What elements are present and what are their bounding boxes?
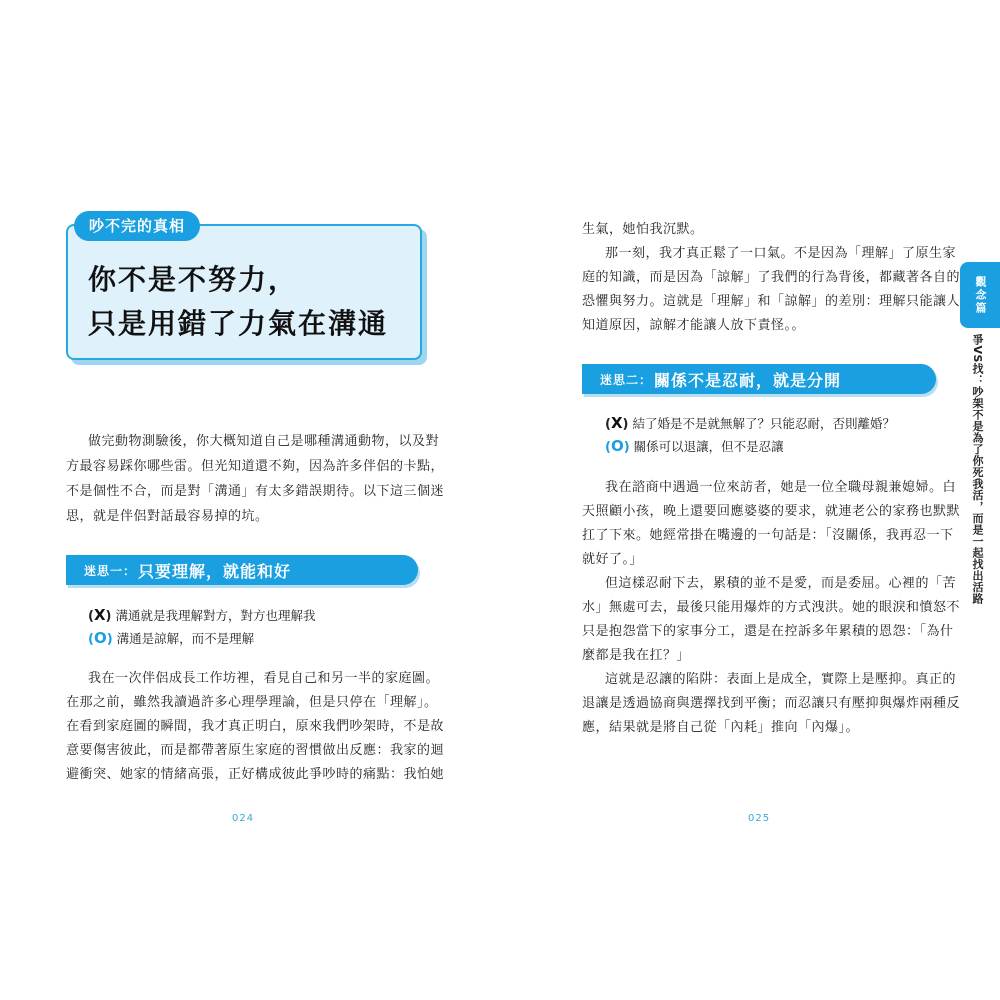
right-mark-icon: (O) <box>605 437 630 455</box>
myth-1-heading: 只要理解，就能和好 <box>138 561 292 581</box>
running-head-vertical: 爭VS找：吵架不是為了你死我活，而是一起找出活路 <box>971 334 984 605</box>
myth-2-wrong-text: 結了婚是不是就無解了？只能忍耐，否則離婚？ <box>632 416 895 431</box>
myth-1-wrong <box>88 606 316 624</box>
right-body2-line-4: 就好了。」 <box>582 552 644 567</box>
right-body2-line-8: 麼都是我在扛？」 <box>582 648 691 663</box>
body-line-1: 我在一次伴侶成長工作坊裡，看見自己和另一半的家庭圖。 <box>88 671 440 686</box>
myth-2-heading: 關係不是忍耐，就是分開 <box>654 370 842 390</box>
myth-1-right <box>88 629 254 647</box>
right-mark-icon: (O) <box>88 629 113 647</box>
myth-2-tag: 迷思二： <box>600 372 653 387</box>
myth-2-wrong <box>605 414 895 432</box>
body-line-5: 避衝突、她家的情緒高張，正好構成彼此爭吵時的痛點：我怕她 <box>66 767 445 782</box>
intro-line-1: 做完動物測驗後，你大概知道自己是哪種溝通動物，以及對 <box>88 434 440 449</box>
right-body2-line-3: 扛了下來。她經常掛在嘴邊的一句話是：「沒關係，我再忍一下 <box>582 528 954 543</box>
myth-1-banner <box>66 555 418 585</box>
right-body2-line-9: 這就是忍讓的陷阱：表面上是成全，實際上是壓抑。真正的 <box>605 672 957 687</box>
title-tag: 吵不完的真相 <box>74 211 200 241</box>
myth-2-right-text: 關係可以退讓，但不是忍讓 <box>633 439 784 454</box>
myth-1-wrong-text: 溝通就是我理解對方，對方也理解我 <box>115 608 316 623</box>
right-body2-line-1: 我在諮商中遇過一位來訪者，她是一位全職母親兼媳婦。白 <box>605 480 957 495</box>
section-tab: 觀念篇 <box>960 262 1000 328</box>
myth-1-tag: 迷思一： <box>84 563 137 578</box>
body-line-2: 在那之前，雖然我讀過許多心理學理論，但是只停在「理解」。 <box>66 695 438 710</box>
page-number-right: 025 <box>748 813 771 824</box>
page-number-left: 024 <box>232 813 255 824</box>
right-body2-line-5: 但這樣忍耐下去，累積的並不是愛，而是委屈。心裡的「苦 <box>605 576 957 591</box>
right-body2-line-11: 應，結果就是將自己從「內耗」推向「內爆」。 <box>582 720 860 735</box>
intro-line-4: 思，就是伴侶對話最容易掉的坑。 <box>66 509 269 524</box>
right-body1-line-5: 知道原因，諒解才能讓人放下責怪。。 <box>582 318 806 333</box>
right-body1-line-3: 庭的知識，而是因為「諒解」了我們的行為背後，都藏著各自的 <box>582 270 961 285</box>
right-body2-line-2: 天照顧小孩，晚上還要回應婆婆的要求，就連老公的家務也默默 <box>582 504 961 519</box>
title-line-2: 只是用錯了力氣在溝通 <box>88 307 389 340</box>
right-body2-line-10: 退讓是透過協商與選擇找到平衡；而忍讓只有壓抑與爆炸兩種反 <box>582 696 961 711</box>
body-line-4: 意要傷害彼此，而是都帶著原生家庭的習慣做出反應：我家的迴 <box>66 743 445 758</box>
wrong-mark-icon: (X) <box>605 414 629 432</box>
myth-2-banner <box>582 364 936 394</box>
intro-line-3: 不是個性不合，而是對「溝通」有太多錯誤期待。以下這三個迷 <box>66 484 445 499</box>
myth-2-right <box>605 437 784 455</box>
title-line-1: 你不是不努力， <box>88 263 299 296</box>
right-body1-line-2: 那一刻，我才真正鬆了一口氣。不是因為「理解」了原生家 <box>605 246 957 261</box>
right-body1-line-1: 生氣，她怕我沉默。 <box>582 222 704 237</box>
right-body1-line-4: 恐懼與努力。這就是「理解」和「諒解」的差別：理解只能讓人 <box>582 294 961 309</box>
body-line-3: 在看到家庭圖的瞬間，我才真正明白，原來我們吵架時，不是故 <box>66 719 445 734</box>
intro-line-2: 方最容易踩你哪些雷。但光知道還不夠，因為許多伴侶的卡點， <box>66 459 445 474</box>
right-body2-line-6: 水」無處可去，最後只能用爆炸的方式洩洪。她的眼淚和憤怒不 <box>582 600 961 615</box>
myth-1-right-text: 溝通是諒解，而不是理解 <box>116 631 255 646</box>
wrong-mark-icon: (X) <box>88 606 112 624</box>
right-body2-line-7: 只是抱怨當下的家事分工，還是在控訴多年累積的恩怨：「為什 <box>582 624 954 639</box>
